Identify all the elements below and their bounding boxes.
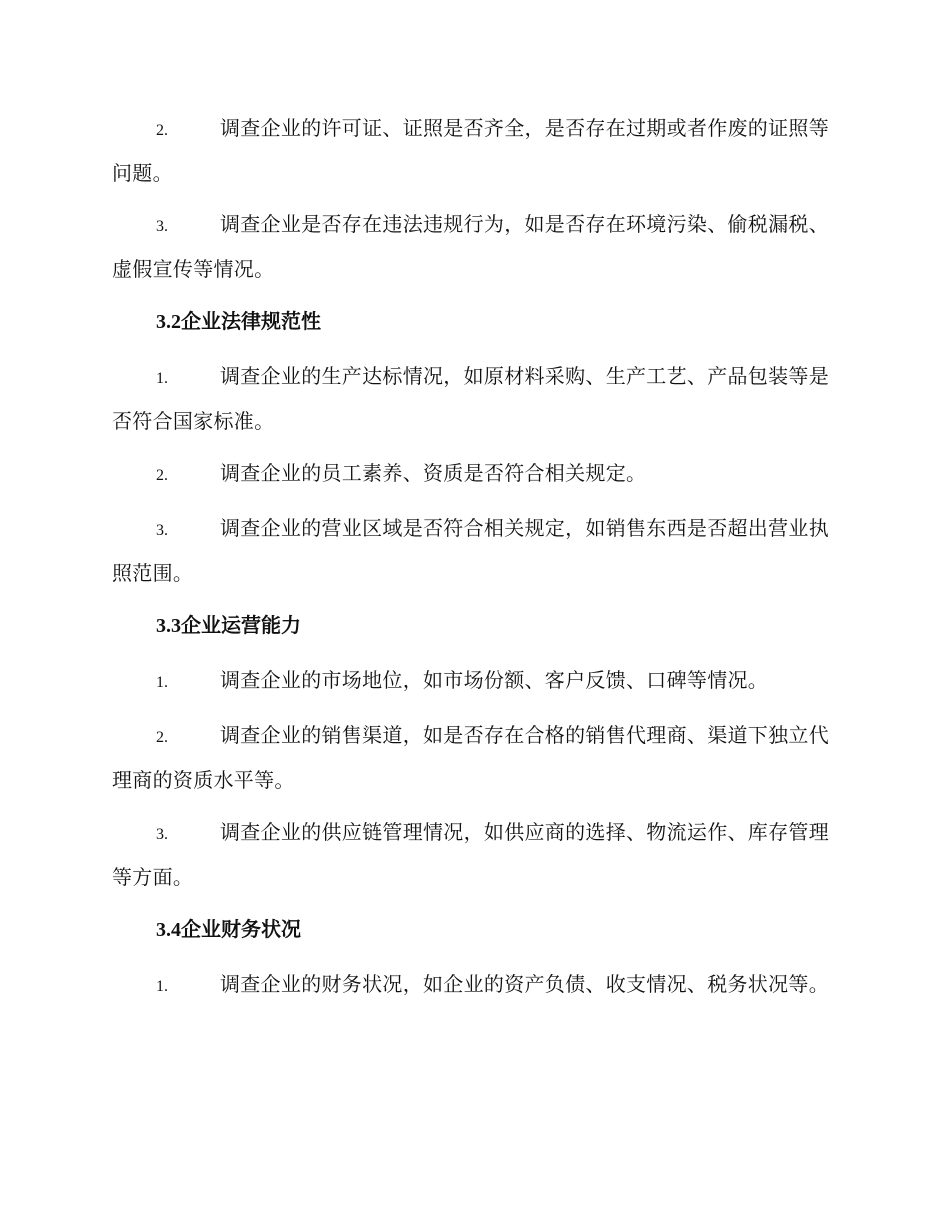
list-item — [112, 107, 836, 194]
list-text: 调查企业的财务状况，如企业的资产负债、收支情况、税务状况等。 — [220, 972, 829, 996]
list-text: 调查企业是否存在违法违规行为，如是否存在环境污染、偷税漏税、虚假宣传等情况。 — [112, 212, 829, 281]
list-text: 调查企业的供应链管理情况，如供应商的选择、物流运作、库存管理等方面。 — [112, 820, 829, 889]
list-item — [112, 811, 836, 898]
list-number: 3. — [156, 522, 168, 539]
list-text: 调查企业的销售渠道，如是否存在合格的销售代理商、渠道下独立代理商的资质水平等。 — [112, 723, 829, 792]
list-number: 3. — [156, 826, 168, 843]
list-item — [112, 659, 836, 704]
list-item — [112, 203, 836, 290]
section-heading — [156, 300, 321, 343]
list-number: 1. — [156, 978, 168, 995]
list-text: 调查企业的员工素养、资质是否符合相关规定。 — [220, 461, 647, 485]
section-heading — [156, 604, 301, 647]
list-number: 1. — [156, 674, 168, 691]
list-text: 调查企业的营业区域是否符合相关规定，如销售东西是否超出营业执照范围。 — [112, 516, 829, 585]
section-number: 3.4 — [156, 919, 181, 941]
list-item — [112, 963, 836, 1008]
section-heading — [156, 908, 301, 951]
list-text: 调查企业的市场地位，如市场份额、客户反馈、口碑等情况。 — [220, 668, 769, 692]
section-title: 企业运营能力 — [181, 613, 301, 637]
list-item — [112, 714, 836, 801]
list-item — [112, 355, 836, 442]
list-number: 2. — [156, 467, 168, 484]
list-item — [112, 452, 836, 497]
section-number: 3.2 — [156, 311, 181, 333]
list-text: 调查企业的许可证、证照是否齐全，是否存在过期或者作废的证照等问题。 — [112, 116, 829, 185]
list-item — [112, 507, 836, 594]
list-text: 调查企业的生产达标情况，如原材料采购、生产工艺、产品包装等是否符合国家标准。 — [112, 364, 829, 433]
section-title: 企业法律规范性 — [181, 309, 321, 333]
list-number: 3. — [156, 218, 168, 235]
section-title: 企业财务状况 — [181, 917, 301, 941]
list-number: 2. — [156, 122, 168, 139]
section-number: 3.3 — [156, 615, 181, 637]
list-number: 2. — [156, 729, 168, 746]
list-number: 1. — [156, 370, 168, 387]
